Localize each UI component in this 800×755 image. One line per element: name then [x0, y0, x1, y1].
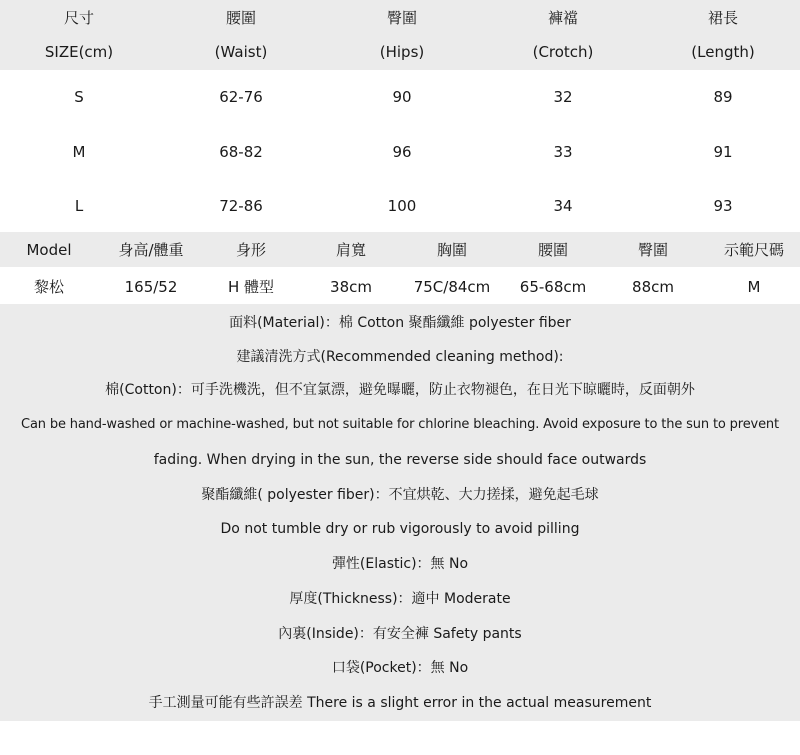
- body-shape-header: 身形: [235, 241, 267, 259]
- size-m-waist: 68-82: [219, 143, 263, 161]
- waist-header-zh: 腰圍: [225, 9, 257, 27]
- size-l-waist: 72-86: [219, 197, 263, 215]
- model-shoulder: 38cm: [330, 278, 372, 296]
- model-hips: 88cm: [632, 278, 674, 296]
- waist-header-en: (Waist): [214, 43, 268, 61]
- crotch-header-en: (Crotch): [532, 43, 594, 61]
- size-m-crotch: 33: [553, 143, 573, 161]
- pocket-line: 口袋(Pocket)：無 No: [331, 660, 469, 676]
- size-l-crotch: 34: [553, 197, 573, 215]
- size-m-hips: 96: [392, 143, 412, 161]
- inside-line: 內裏(Inside)：有安全褲 Safety pants: [278, 626, 522, 642]
- cotton-care-en-1: Can be hand-washed or machine-washed, but not suitable for chlorine bleaching. Avoid exposure to the sun to prevent: [21, 417, 779, 432]
- model-waist: 65-68cm: [519, 278, 587, 296]
- cotton-care-zh: 棉(Cotton)：可手洗機洗，但不宜氯漂，避免曝曬，防止衣物褪色，在日光下晾曬時，反面朝外: [105, 382, 695, 398]
- hips-header-zh: 臀圍: [386, 9, 418, 27]
- waist-header: 腰圍: [537, 241, 569, 259]
- size-s-label: S: [74, 88, 84, 106]
- height-weight-header: 身高/體重: [118, 241, 184, 259]
- model-header: Model: [26, 241, 72, 259]
- elastic-line: 彈性(Elastic)：無 No: [331, 556, 469, 572]
- polyester-care-zh: 聚酯纖維( polyester fiber)：不宜烘乾、大力搓揉，避免起毛球: [201, 487, 599, 503]
- polyester-care-en: Do not tumble dry or rub vigorously to avoid pilling: [220, 521, 580, 537]
- size-m-length: 91: [713, 143, 733, 161]
- hips-header-en: (Hips): [379, 43, 425, 61]
- size-s-crotch: 32: [553, 88, 573, 106]
- model-body-shape: H 體型: [227, 278, 275, 296]
- hips-header: 臀圍: [637, 241, 669, 259]
- thickness-line: 厚度(Thickness)：適中 Moderate: [289, 591, 511, 607]
- size-m-label: M: [72, 143, 86, 161]
- model-name: 黎松: [33, 278, 65, 296]
- shoulder-header: 肩寬: [335, 241, 367, 259]
- size-header-en: SIZE(cm): [44, 43, 114, 61]
- size-l-hips: 100: [387, 197, 417, 215]
- size-s-length: 89: [713, 88, 733, 106]
- info-band: [0, 304, 800, 721]
- size-l-length: 93: [713, 197, 733, 215]
- bust-header: 胸圍: [436, 241, 468, 259]
- model-bust: 75C/84cm: [413, 278, 491, 296]
- model-demo-size: M: [747, 278, 761, 296]
- size-l-label: L: [74, 197, 84, 215]
- size-header-zh: 尺寸: [63, 9, 95, 27]
- model-height-weight: 165/52: [124, 278, 178, 296]
- size-s-waist: 62-76: [219, 88, 263, 106]
- size-s-hips: 90: [392, 88, 412, 106]
- model-row-band: [0, 267, 800, 304]
- length-header-en: (Length): [691, 43, 755, 61]
- length-header-zh: 裙長: [707, 9, 739, 27]
- cleaning-title: 建議清洗方式(Recommended cleaning method):: [236, 349, 564, 365]
- cotton-care-en-2: fading. When drying in the sun, the reverse side should face outwards: [153, 452, 647, 468]
- measurement-error-note: 手工測量可能有些許誤差 There is a slight error in the actual measurement: [148, 695, 652, 711]
- demo-size-header: 示範尺碼: [723, 241, 785, 259]
- crotch-header-zh: 褲襠: [547, 9, 579, 27]
- material-line: 面料(Material)：棉 Cotton 聚酯纖維 polyester fiber: [229, 315, 571, 331]
